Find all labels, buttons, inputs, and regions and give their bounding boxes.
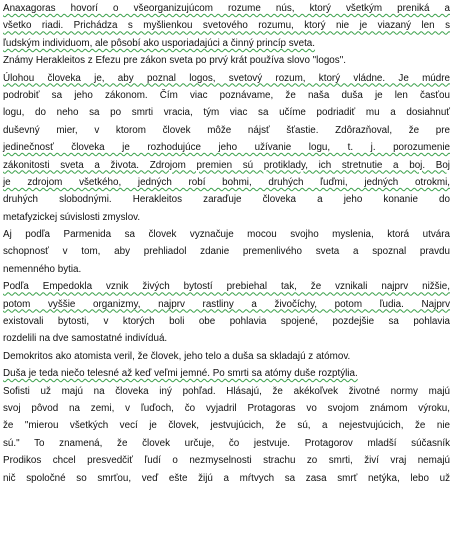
text-line: Sofisti už majú na človeka iný pohľad. Hlásajú, že akékoľvek životné normy majú	[3, 385, 450, 397]
text-line: zákonitosti sveta a života. Zdrojom premien sú protiklady, ich stretnutie a boj. Boj	[3, 159, 450, 171]
text-line: svoj pôvod na zemi, v ľuďoch, čo vyjadril Protagoras vo svojom známom výroku,	[3, 402, 450, 414]
text-line: metafyzickej súvislosti zmyslov.	[3, 211, 141, 223]
text-line: Demokritos ako atomista veril, že človek, jeho telo a duša sa skladajú z atómov.	[3, 350, 351, 362]
text-line: jedinečnosť človeka je rozhodujúce jeho užívanie logu, t. j. porozumenie	[3, 142, 450, 154]
text-line: Známy Herakleitos z Efezu pre zákon sveta po prvý krát používa slovo "logos".	[3, 55, 346, 67]
text-line: nič spoločné so smrťou, veď ešte žijú a mŕtvych sa zasa smrť netýka, lebo už	[3, 472, 450, 484]
text-line: schopnosť v tom, aby prehliadol zdanie premenlivého sveta a spoznal pravdu	[3, 246, 450, 258]
text-line: Duša je teda niečo telesné až keď veľmi jemné. Po smrti sa atómy duše rozptýlia.	[3, 368, 358, 380]
text-line: druhých slobodnými. Herakleitos zaraďuje človeka a jeho konanie do	[3, 194, 450, 206]
text-line: nemenného bytia.	[3, 263, 82, 275]
text-line: Podľa Empedokla vznik živých bytostí prebiehal tak, že vznikali najprv nižšie,	[3, 281, 450, 293]
text-line: potom vyššie organizmy, najprv rastliny a živočíchy, potom ľudia. Najprv	[3, 298, 450, 310]
text-line: sú." To znamená, že človek určuje, čo jestvuje. Protagorov mladší súčasník	[3, 437, 450, 449]
text-line: že "mierou všetkých vecí je človek, jestvujúcich, že sú, a nejestvujúcich, že nie	[3, 420, 450, 432]
text-line: logu, do neho sa po smrti vracia, tým viac sa učíme podriadiť mu a dosiahnuť	[3, 107, 450, 119]
text-line: je zdrojom všetkého, jedných robí bohmi, druhých ľuďmi, jedných otrokmi,	[3, 176, 450, 188]
text-line: podrobiť sa jeho zákonom. Čím viac poznávame, že naša duša je len časťou	[3, 89, 450, 101]
text-line: všetko riadi. Prichádza s myšlienkou svetového rozumu, ktorý nie je viazaný len s	[3, 20, 450, 32]
text-line: Úlohou človeka je, aby poznal logos, svetový rozum, ktorý vládne. Je múdre	[3, 72, 450, 84]
text-line: Aj podľa Parmenida sa človek vyznačuje mocou svojho myslenia, ktorá utvára	[3, 229, 450, 241]
text-line: Anaxagoras hovorí o všeorganizujúcom rozume nús, ktorý všetkým preniká a	[3, 3, 450, 14]
text-line: existovali bytosti, v ktorých boli obe pohlavia spojené, pozdejšie sa pohlavia	[3, 316, 450, 328]
text-line: ľudským individuom, ale pôsobí ako usporiadajúci a činný princíp sveta.	[3, 37, 316, 49]
document-body-text	[3, 0, 450, 487]
text-line: duševný mier, v ktorom človek môže nájsť šťastie. Zdôrazňoval, že pre	[3, 124, 450, 136]
text-line: rozdelili na dve samostatné indivíduá.	[3, 333, 168, 345]
text-line: Prodikos chcel presvedčiť ľudí o nezmyselnosti strachu zo smrti, živí vraj nemajú	[3, 455, 450, 467]
